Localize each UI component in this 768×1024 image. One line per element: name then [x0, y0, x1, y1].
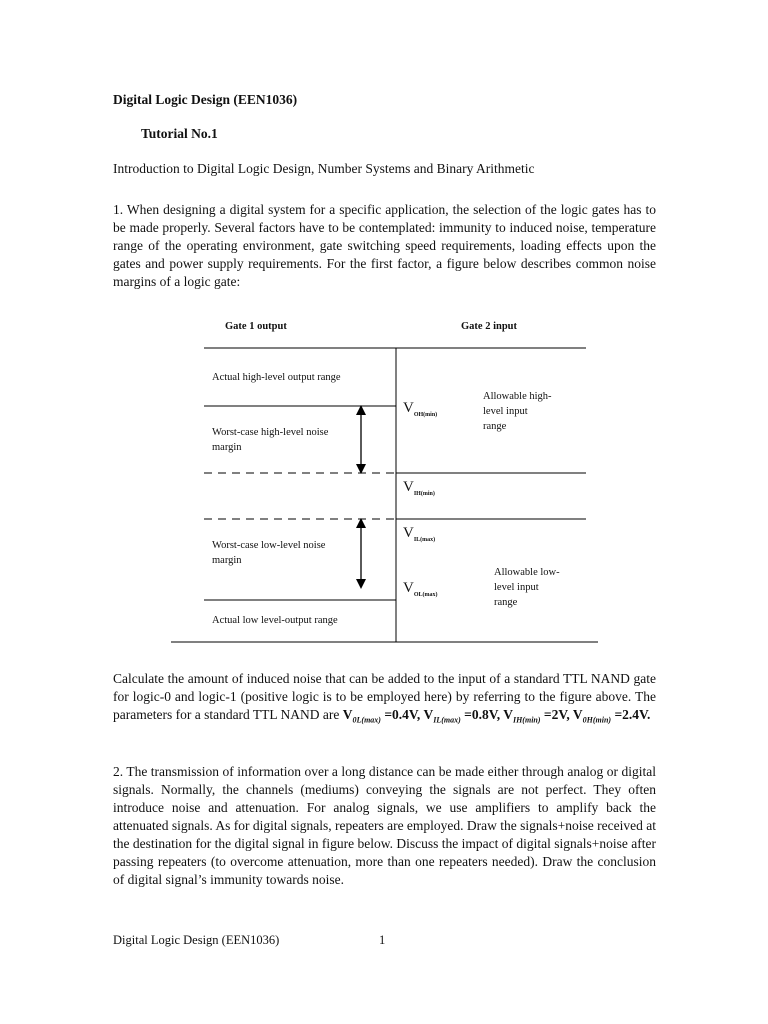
allowable-high-label-3: range: [483, 421, 507, 432]
document-title: Digital Logic Design (EEN1036): [113, 92, 298, 107]
worst-low-margin-label-2: margin: [212, 555, 242, 566]
footer-page-number: 1: [379, 933, 386, 947]
vil-max-label: $V_{IL(max)}$: [403, 525, 436, 543]
footer-course-name: Digital Logic Design (EEN1036): [113, 933, 280, 947]
gate1-output-header: Gate 1 output: [225, 321, 287, 332]
calculation-paragraph: Calculate the amount of induced noise that can be added to the input of a standard TTL NAND gate for logic-0 and logic-1 (positive logic is to be employed here) by referring to the figure above. The parameters for a standard TTL NAND are $V_{0L(max)} =0.4V$, $V_{IL(max)} =0.8V$, $V_{IH(min)} =2V$, $V_{0H(min)} =2.4V$.: [113, 671, 656, 725]
voh-min-label: $V_{OH(min)}$: [403, 400, 438, 418]
allowable-high-label-1: Allowable high-: [483, 391, 552, 402]
vih-min-label: $V_{IH(min)}$: [403, 479, 435, 497]
allowable-low-label-1: Allowable low-: [494, 567, 560, 578]
intro-line: Introduction to Digital Logic Design, Number Systems and Binary Arithmetic: [113, 161, 535, 176]
gate2-input-header: Gate 2 input: [461, 321, 518, 332]
actual-high-range-label: Actual high-level output range: [212, 372, 341, 383]
worst-high-margin-label-1: Worst-case high-level noise: [212, 427, 329, 438]
allowable-high-label-2: level input: [483, 406, 528, 417]
allowable-low-label-2: level input: [494, 582, 539, 593]
actual-low-range-label: Actual low level-output range: [212, 615, 338, 626]
vol-max-label: $V_{OL(max)}$: [403, 580, 438, 598]
question-1-paragraph: 1. When designing a digital system for a specific application, the selection of the logic gates has to be made properly. Several factors have to be contemplated: immunity to induced noise, temperature range of the operating environment, gate switching speed requirements, loading effects upon the gates and power supply requirements. For the first factor, a figure below describes common noise margins of a logic gate:: [113, 202, 656, 289]
question-2-paragraph: 2. The transmission of information over a long distance can be made either through analog or digital signals. Normally, the channels (mediums) conveying the signals are not perfect. They often introduce noise and attenuation. For analog signals, we use amplifiers to amplify back the attenuated signals. As for digital signals, repeaters are employed. Draw the signals+noise received at the destination for the digital signal in figure below. Discuss the impact of digital signals+noise after passing repeaters (to overcome attenuation, more than one repeaters needed). Draw the conclusion of digital signal’s immunity towards noise.: [113, 764, 656, 887]
worst-low-margin-label-1: Worst-case low-level noise: [212, 540, 326, 551]
worst-high-margin-label-2: margin: [212, 442, 242, 453]
tutorial-heading: Tutorial No.1: [141, 126, 218, 141]
allowable-low-label-3: range: [494, 597, 518, 608]
